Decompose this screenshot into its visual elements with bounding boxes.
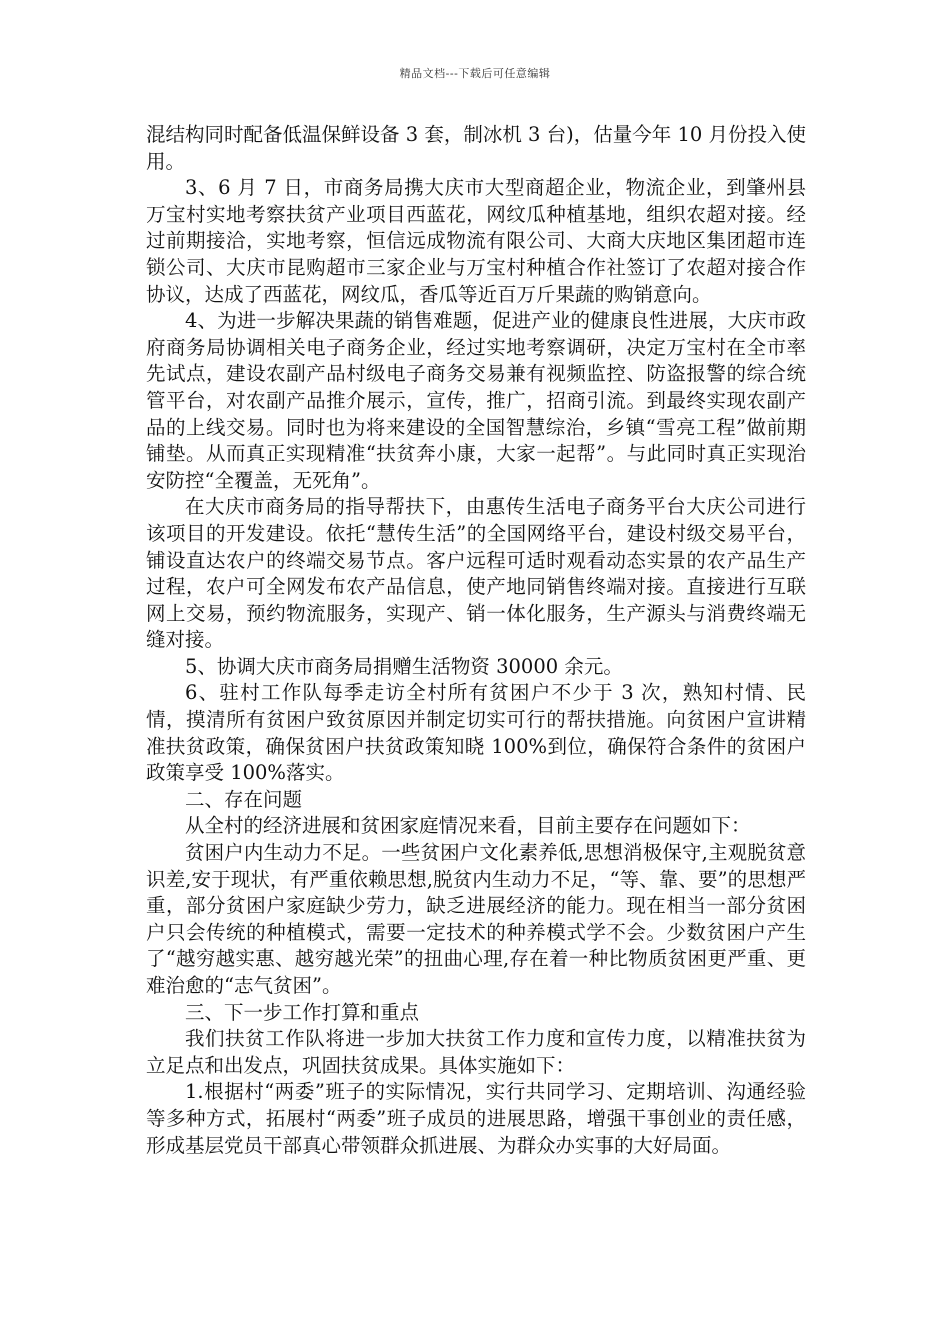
paragraph: 在大庆市商务局的指导帮扶下，由惠传生活电子商务平台大庆公司进行该项目的开发建设。依托“慧传生活”的全国网络平台，建设村级交易平台，铺设直达农户的终端交易节点。客户远程可适时观看动态实景的农产品生产过程，农户可全网发布农产品信息，使产地同销售终端对接。直接进行互联网上交易，预约物流服务，实现产、销一体化服务，生产源头与消费终端无缝对接。 [146, 495, 806, 652]
paragraph: 贫困户内生动力不足。一些贫困户文化素养低,思想消极保守,主观脱贫意识差,安于现状，有严重依赖思想,脱贫内生动力不足，“等、靠、要”的思想严重，部分贫困户家庭缺少劳力，缺乏进展经济的能力。现在相当一部分贫困户只会传统的种植模式，需要一定技术的种养模式学不会。少数贫困户产生了“越穷越实惠、越穷越光荣”的扭曲心理,存在着一种比物质贫困更严重、更难治愈的“志气贫困”。 [146, 841, 806, 997]
paragraph: 6、驻村工作队每季走访全村所有贫困户不少于 3 次，熟知村情、民情，摸清所有贫困户致贫原因并制定切实可行的帮扶措施。向贫困户宣讲精准扶贫政策，确保贫困户扶贫政策知晓 100%到位，确保符合条件的贫困户政策享受 100%落实。 [146, 681, 806, 785]
page-header: 精品文档---下载后可任意编辑 [399, 67, 551, 80]
paragraph: 我们扶贫工作队将进一步加大扶贫工作力度和宣传力度，以精准扶贫为立足点和出发点，巩固扶贫成果。具体实施如下： [146, 1027, 806, 1077]
paragraph: 5、协调大庆市商务局捐赠生活物资 30000 余元。 [185, 654, 623, 678]
paragraph: 混结构同时配备低温保鲜设备 3 套，制冰机 3 台)，估量今年 10 月份投入使用。 [146, 123, 806, 173]
paragraph: 从全村的经济进展和贫困家庭情况来看，目前主要存在问题如下： [185, 814, 751, 838]
section-heading: 二、存在问题 [185, 787, 303, 811]
paragraph: 1.根据村“两委”班子的实际情况，实行共同学习、定期培训、沟通经验等多种方式，拓展村“两委”班子成员的进展思路，增强干事创业的责任感，形成基层党员干部真心带领群众抓进展、为群众办实事的大好局面。 [146, 1080, 806, 1157]
document-body [146, 122, 806, 1159]
paragraph: 3、6 月 7 日，市商务局携大庆市大型商超企业，物流企业，到肇州县万宝村实地考察扶贫产业项目西蓝花，网纹瓜种植基地，组织农超对接。经过前期接洽，实地考察，恒信远成物流有限公司、大商大庆地区集团超市连锁公司、大庆市昆购超市三家企业与万宝村种植合作社签订了农超对接合作协议，达成了西蓝花，网纹瓜，香瓜等近百万斤果蔬的购销意向。 [146, 176, 806, 306]
paragraph: 4、为进一步解决果蔬的销售难题，促进产业的健康良性进展，大庆市政府商务局协调相关电子商务企业，经过实地考察调研，决定万宝村在全市率先试点，建设农副产品村级电子商务交易兼有视频监控、防盗报警的综合统管平台，对农副产品推介展示，宣传，推广，招商引流。到最终实现农副产品的上线交易。同时也为将来建设的全国智慧综治，乡镇“雪亮工程”做前期铺垫。从而真正实现精准“扶贫奔小康，大家一起帮”。与此同时真正实现治安防控“全覆盖，无死角”。 [146, 309, 806, 492]
section-heading: 三、下一步工作打算和重点 [185, 1000, 420, 1024]
